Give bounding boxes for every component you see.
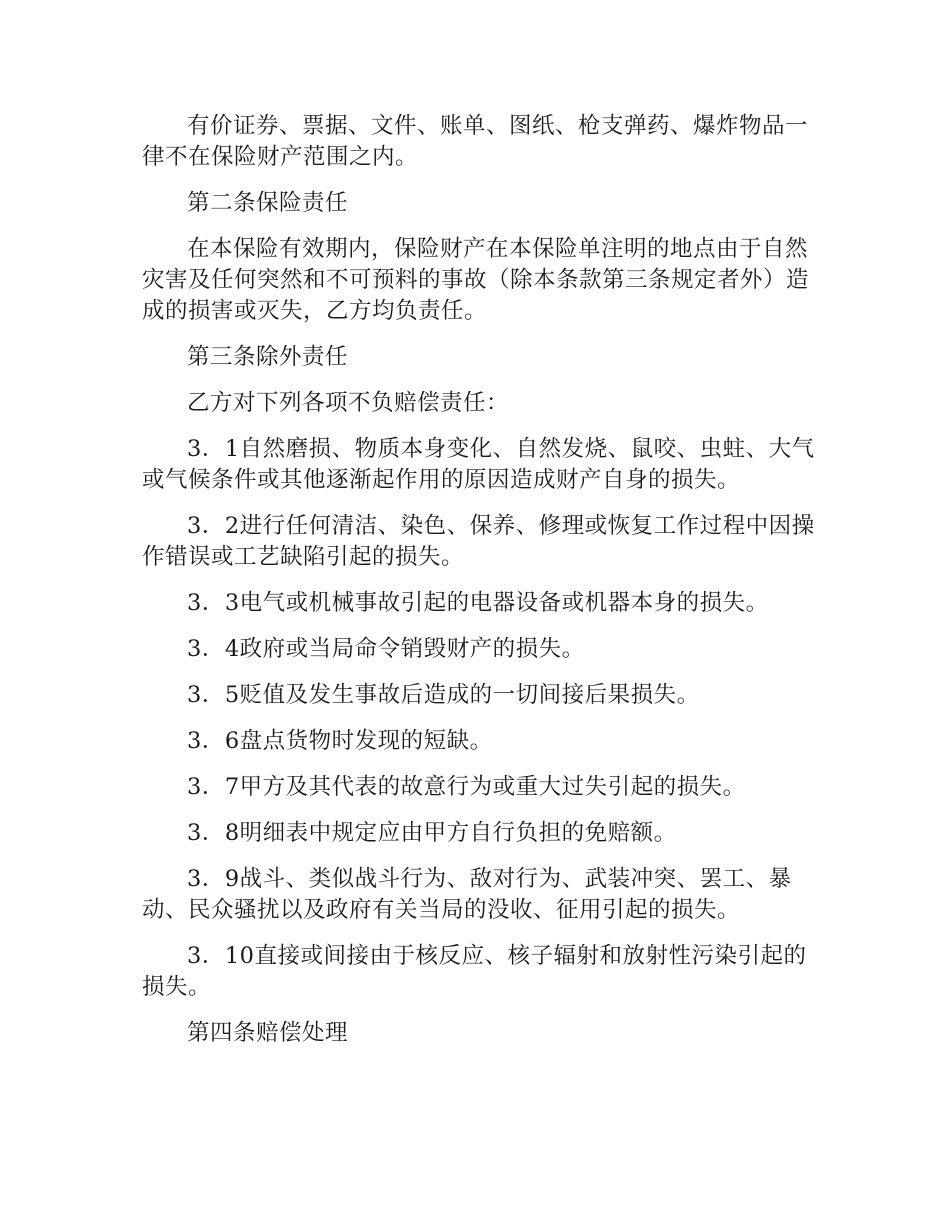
heading-article-2-insurance-liability: 第二条保险责任 (187, 190, 349, 216)
clause-3-10: 3．10直接或间接由于核反应、核子辐射和放射性污染引起的损失。 (142, 943, 807, 1000)
clause-3-7: 3．7甲方及其代表的故意行为或重大过失引起的损失。 (187, 774, 746, 800)
clause-3-2: 3．2进行任何清洁、染色、保养、修理或恢复工作过程中因操作错误或工艺缺陷引起的损失。 (142, 513, 815, 570)
heading-article-4-claims-handling: 第四条赔偿处理 (187, 1020, 349, 1046)
heading-article-3-exclusions: 第三条除外责任 (187, 344, 349, 370)
clause-3-5: 3．5贬值及发生事故后造成的一切间接后果损失。 (187, 682, 700, 708)
clause-3-9: 3．9战斗、类似战斗行为、敌对行为、武装冲突、罢工、暴动、民众骚扰以及政府有关当局的没收、征用引起的损失。 (142, 866, 792, 923)
paragraph-exclusions-intro: 乙方对下列各项不负赔偿责任： (187, 390, 510, 416)
document-body (142, 111, 822, 1049)
clause-3-3: 3．3电气或机械事故引起的电器设备或机器本身的损失。 (187, 590, 769, 616)
clause-3-8: 3．8明细表中规定应由甲方自行负担的免赔额。 (187, 820, 677, 846)
clause-3-1: 3．1自然磨损、物质本身变化、自然发烧、鼠咬、虫蛀、大气或气候条件或其他逐渐起作用的原因造成财产自身的损失。 (142, 436, 815, 493)
paragraph-liability-scope: 在本保险有效期内，保险财产在本保险单注明的地点由于自然灾害及任何突然和不可预料的事故（除本条款第三条规定者外）造成的损害或灭失，乙方均负责任。 (142, 236, 810, 324)
clause-3-4: 3．4政府或当局命令销毁财产的损失。 (187, 636, 585, 662)
paragraph-excluded-property: 有价证券、票据、文件、账单、图纸、枪支弹药、爆炸物品一律不在保险财产范围之内。 (142, 113, 809, 170)
clause-3-6: 3．6盘点货物时发现的短缺。 (187, 728, 493, 754)
